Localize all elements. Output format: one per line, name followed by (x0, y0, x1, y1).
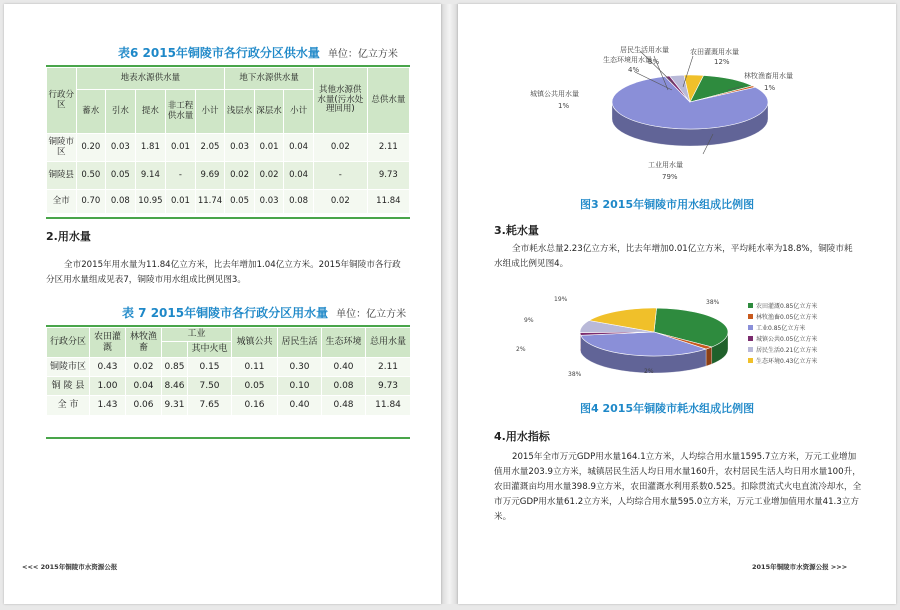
table6-unit: 单位：亿立方米 (327, 49, 398, 60)
figure3-caption: 图3 2015年铜陵市用水组成比例图 (580, 198, 755, 211)
legend-swatch-4 (748, 347, 753, 352)
fig4-pct-farmland: 38% (706, 299, 720, 306)
legend-swatch-2 (748, 325, 753, 330)
t7-cell: 0.08 (322, 377, 366, 396)
t7-header-resident: 居民生活 (278, 328, 322, 358)
t6-row2-name: 全市 (47, 190, 77, 214)
section-2-paragraph: 全市2015年用水量为11.84亿立方米，比去年增加1.04亿立方米。2015年铜陵市各行政分区用水量组成见表7，铜陵市用水组成比例见图3。 (46, 260, 401, 285)
fig4-pct-forestry: 2% (644, 368, 654, 375)
table7-unit: 单位：亿立方米 (336, 309, 407, 320)
t6-cell: 0.05 (106, 162, 136, 190)
fig4-pct-urban: 2% (516, 346, 526, 353)
t6-header-diversion: 引水 (106, 90, 136, 134)
table7-title: 表 7 2015年铜陵市各行政分区用水量 (122, 306, 329, 320)
t6-cell: 0.04 (284, 162, 314, 190)
table-row (47, 162, 410, 190)
t7-cell: 9.73 (366, 377, 411, 396)
t7-cell: 7.65 (188, 396, 232, 416)
pie3-group (612, 75, 768, 146)
t7-cell: 0.06 (126, 396, 162, 416)
t7-cell: 0.02 (126, 358, 162, 377)
t7-cell: 2.11 (366, 358, 411, 377)
table6-title: 表6 2015年铜陵市各行政分区供水量 (118, 46, 320, 60)
fig4-legend (748, 302, 817, 365)
t6-header-other: 其他水源供水量(污水处理回用) (313, 68, 367, 134)
t7-cell: 0.05 (232, 377, 278, 396)
t6-cell: 0.01 (166, 190, 196, 214)
legend-swatch-1 (748, 314, 753, 319)
section-3-paragraph: 全市耗水总量2.23亿立方米，比去年增加0.01亿立方米，平均耗水率为18.8%，铜陵市耗水组成比例见图4。 (494, 244, 853, 269)
t6-cell: 10.95 (135, 190, 166, 214)
table-row (47, 134, 410, 162)
t6-cell: 2.05 (195, 134, 225, 162)
t7-header-industry: 工业 (162, 328, 232, 342)
t6-cell: 9.69 (195, 162, 225, 190)
pie4-group (580, 308, 728, 373)
fig3-label-forestry: 林牧渔畜用水量 (744, 72, 793, 80)
left-footer: <<< 2015年铜陵市水资源公报 (22, 563, 118, 571)
t6-cell: 0.02 (313, 134, 367, 162)
t6-header-lift: 提水 (135, 90, 166, 134)
section-2-title: 2.用水量 (46, 230, 91, 243)
legend-label-1: 林牧渔畜0.05亿立方米 (756, 314, 818, 321)
t7-header-thermal: 其中火电 (188, 342, 232, 358)
t7-cell: 8.46 (162, 377, 188, 396)
t7-cell: 0.10 (278, 377, 322, 396)
t6-row1-name: 铜陵县 (47, 162, 77, 190)
t6-cell: 9.73 (367, 162, 409, 190)
fig3-label-urban-pct: 1% (558, 102, 570, 110)
t6-cell: 0.04 (284, 134, 314, 162)
t6-header-region: 行政分区 (47, 68, 77, 134)
t6-cell: 11.84 (367, 190, 409, 214)
t6-header-deep: 深层水 (254, 90, 284, 134)
t7-header-total: 总用水量 (366, 328, 411, 358)
t6-cell: - (166, 162, 196, 190)
t7-header-region: 行政分区 (47, 328, 90, 358)
t7-cell: 0.04 (126, 377, 162, 396)
fig3-label-farmland: 农田灌溉用水量 (690, 48, 739, 56)
fig3-label-industry: 工业用水量 (648, 161, 683, 169)
table-row (47, 358, 411, 377)
fig3-label-urban: 城镇公共用水量 (530, 90, 579, 98)
t6-cell: 0.03 (225, 134, 255, 162)
table-row (47, 396, 411, 416)
t7-cell: 0.43 (90, 358, 126, 377)
t6-cell: 0.01 (166, 134, 196, 162)
t6-cell: 0.02 (225, 162, 255, 190)
t6-cell: 0.70 (76, 190, 106, 214)
t6-cell: 0.03 (106, 134, 136, 162)
t7-cell: 9.31 (162, 396, 188, 416)
t6-header-nonproj: 非工程供水量 (166, 90, 196, 134)
t7-cell: 1.43 (90, 396, 126, 416)
t6-cell: - (313, 162, 367, 190)
fig3-label-forestry-pct: 1% (764, 84, 776, 92)
t6-cell: 0.03 (254, 190, 284, 214)
fig3-label-farmland-pct: 12% (714, 58, 730, 66)
t7-row2-name: 全 市 (47, 396, 90, 416)
section-4-paragraph: 2015年全市万元GDP用水量164.1立方米，人均综合用水量1595.7立方米，万元工业增加值用水量203.9立方米，城镇居民生活人均日用水量160升，农村居民生活人均日用水量100升，农田灌溉亩均用水量398.9立方米，农田灌溉水利用系数0.525。扣除贯流式火电直流冷却水，全市万元GDP用水量61.2立方米，人均综合用水量595.0立方米，万元工业增加值用水量41.3立方米。 (494, 452, 862, 522)
right-page (458, 4, 896, 604)
legend-swatch-5 (748, 358, 753, 363)
t6-cell: 0.50 (76, 162, 106, 190)
book-spine (441, 4, 458, 604)
t7-header-eco: 生态环境 (322, 328, 366, 358)
legend-label-2: 工业0.85亿立方米 (756, 325, 806, 332)
legend-label-3: 城镇公共0.05亿立方米 (756, 336, 818, 343)
t6-header-total: 总供水量 (367, 68, 409, 134)
t6-cell: 0.01 (254, 134, 284, 162)
t7-header-forestry: 林牧渔畜 (126, 328, 162, 358)
table7-bottom-rule (46, 437, 410, 439)
t6-cell: 0.08 (284, 190, 314, 214)
t7-cell: 0.11 (232, 358, 278, 377)
t6-header-ground: 地下水源供水量 (225, 68, 314, 90)
t7-cell: 0.48 (322, 396, 366, 416)
fig3-label-resident-pct: 3% (648, 58, 660, 66)
t7-cell: 0.16 (232, 396, 278, 416)
t6-cell: 0.05 (225, 190, 255, 214)
t7-cell: 0.40 (322, 358, 366, 377)
table7 (46, 327, 411, 416)
fig4-pct-eco: 19% (554, 296, 568, 303)
t7-header-farmland: 农田灌溉 (90, 328, 126, 358)
left-page (4, 4, 441, 604)
legend-label-4: 居民生活0.21亿立方米 (756, 347, 818, 354)
t7-cell: 0.15 (188, 358, 232, 377)
t7-header-urban: 城镇公共 (232, 328, 278, 358)
figure4-caption: 图4 2015年铜陵市耗水组成比例图 (580, 402, 755, 415)
fig3-label-industry-pct: 79% (662, 173, 678, 181)
pie-side-1 (706, 347, 712, 366)
t6-header-gsubtotal: 小计 (284, 90, 314, 134)
t6-cell: 0.20 (76, 134, 106, 162)
t6-cell: 0.08 (106, 190, 136, 214)
t7-cell: 0.40 (278, 396, 322, 416)
legend-swatch-3 (748, 336, 753, 341)
t6-cell: 1.81 (135, 134, 166, 162)
t6-cell: 0.02 (313, 190, 367, 214)
legend-label-5: 生态环境0.43亿立方米 (756, 358, 818, 365)
t7-cell: 0.30 (278, 358, 322, 377)
right-footer: 2015年铜陵市水资源公报 >>> (752, 563, 848, 571)
fig3-label-eco: 生态环境用水量 (603, 56, 652, 64)
t6-row0-name: 铜陵市区 (47, 134, 77, 162)
figure4-chart (458, 280, 896, 398)
section-4-title: 4.用水指标 (494, 430, 550, 443)
fig4-pct-resident: 9% (524, 317, 534, 324)
table6-caption (118, 44, 398, 61)
t6-cell: 2.11 (367, 134, 409, 162)
table-row (47, 377, 411, 396)
fig3-label-resident: 居民生活用水量 (620, 46, 669, 54)
t6-cell: 0.02 (254, 162, 284, 190)
t6-cell: 9.14 (135, 162, 166, 190)
fig3-label-eco-pct: 4% (628, 66, 640, 74)
t6-header-surface: 地表水源供水量 (76, 68, 225, 90)
t6-header-shallow: 浅层水 (225, 90, 255, 134)
table-row (47, 190, 410, 214)
t6-cell: 11.74 (195, 190, 225, 214)
legend-swatch-0 (748, 303, 753, 308)
t7-row0-name: 铜陵市区 (47, 358, 90, 377)
table6 (46, 67, 410, 214)
t7-cell: 11.84 (366, 396, 411, 416)
t6-header-subtotal: 小计 (195, 90, 225, 134)
t7-cell: 7.50 (188, 377, 232, 396)
t7-cell: 1.00 (90, 377, 126, 396)
legend-label-0: 农田灌溉0.85亿立方米 (756, 303, 818, 310)
table6-bottom-rule (46, 217, 410, 219)
figure3-chart (458, 4, 896, 194)
section-3-title: 3.耗水量 (494, 224, 539, 237)
t6-header-storage: 蓄水 (76, 90, 106, 134)
fig4-pct-industry: 38% (568, 371, 582, 378)
t7-row1-name: 铜 陵 县 (47, 377, 90, 396)
table7-caption (122, 304, 406, 321)
t7-cell: 0.85 (162, 358, 188, 377)
